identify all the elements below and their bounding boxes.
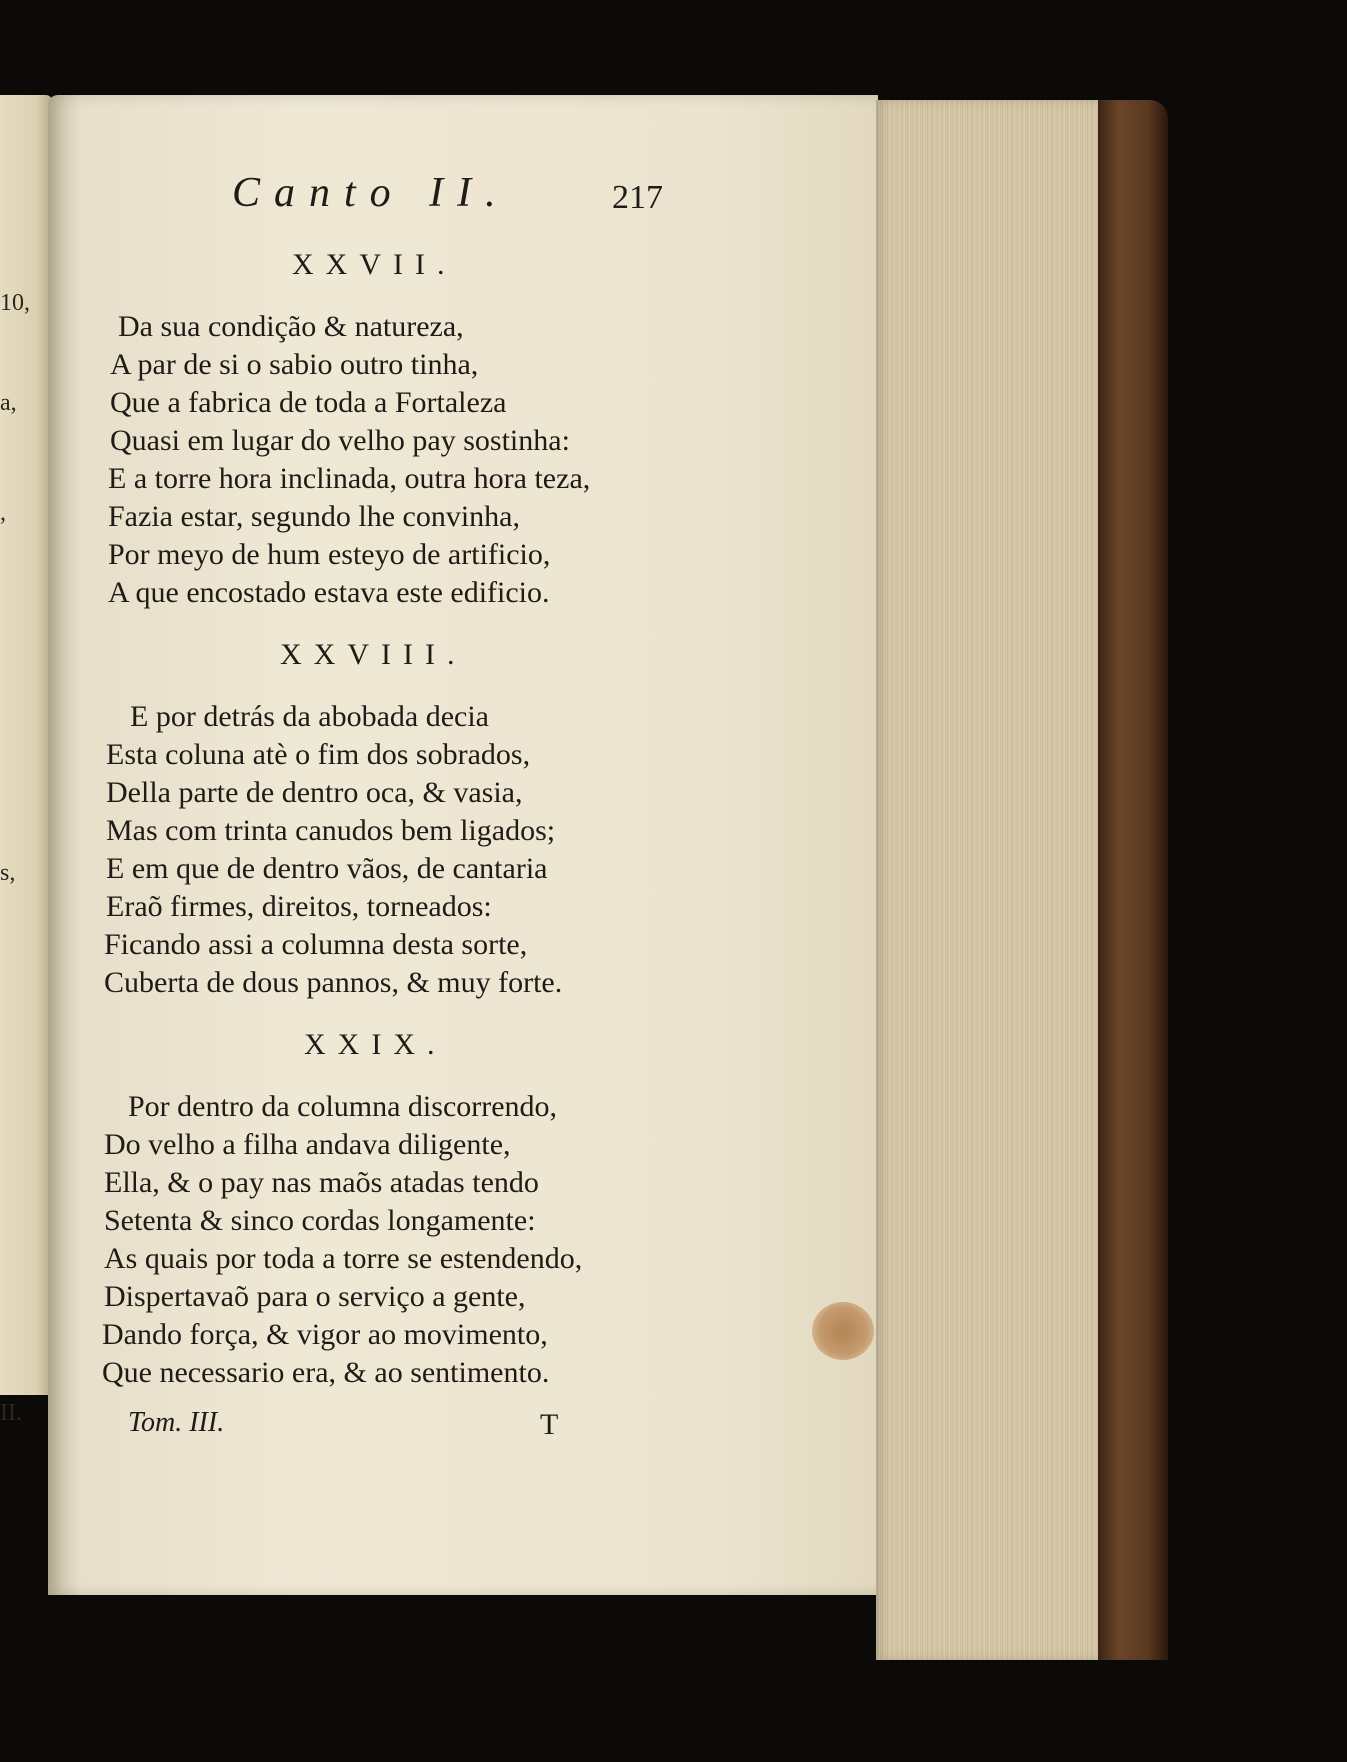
verse-line: As quais por toda a torre se estendendo, [104, 1242, 583, 1275]
verse-line: Ficando assi a columna desta sorte, [104, 928, 528, 961]
stanza-number: XXIX. [304, 1028, 447, 1061]
stanza-number: XXVII. [292, 248, 457, 281]
book-cover-edge [1098, 100, 1168, 1660]
previous-page-edge [0, 95, 52, 1426]
stanza-number: XXVIII. [280, 638, 467, 671]
verse-line: Setenta & sinco cordas longamente: [104, 1204, 536, 1237]
verse-line: Cuberta de dous pannos, & muy forte. [104, 966, 563, 999]
verse-line: Dando força, & vigor ao movimento, [102, 1318, 548, 1351]
verse-line: A par de si o sabio outro tinha, [110, 348, 479, 381]
running-head-title: Canto II. [232, 170, 510, 216]
left-page-fragment: , [0, 500, 6, 526]
verse-line: A que encostado estava este edificio. [108, 576, 550, 609]
foxing-stain [812, 1302, 874, 1360]
verse-line: Quasi em lugar do velho pay sostinha: [110, 424, 570, 457]
verse-line: Dispertavaõ para o serviço a gente, [104, 1280, 526, 1313]
verse-line: Esta coluna atè o fim dos sobrados, [106, 738, 531, 771]
verse-line: Por meyo de hum esteyo de artificio, [108, 538, 551, 571]
verse-line: Eraõ firmes, direitos, torneados: [106, 890, 492, 923]
verse-line: Por dentro da columna discorrendo, [128, 1090, 558, 1123]
left-page-fragment: II. [0, 1400, 22, 1426]
verse-line: E em que de dentro vãos, de cantaria [106, 852, 548, 885]
verse-line: Do velho a filha andava diligente, [104, 1128, 511, 1161]
page-number: 217 [612, 179, 663, 216]
verse-line: Ella, & o pay nas maõs atadas tendo [104, 1166, 539, 1199]
left-page-fragment: a, [0, 390, 17, 416]
left-page-fragment: 10, [0, 290, 30, 316]
verse-line: Que necessario era, & ao sentimento. [102, 1356, 550, 1389]
volume-footer: Tom. III. [128, 1407, 225, 1438]
verse-line: Fazia estar, segundo lhe convinha, [108, 500, 521, 533]
verse-line: Da sua condição & natureza, [118, 310, 464, 343]
verse-line: Della parte de dentro oca, & vasia, [106, 776, 523, 809]
signature-mark: T [540, 1408, 559, 1441]
verse-line: E por detrás da abobada decia [130, 700, 489, 733]
book-fore-edge [876, 100, 1101, 1660]
verse-line: Que a fabrica de toda a Fortaleza [110, 386, 507, 419]
verse-line: E a torre hora inclinada, outra hora teza, [108, 462, 591, 495]
verse-line: Mas com trinta canudos bem ligados; [106, 814, 556, 847]
left-page-fragment: s, [0, 860, 16, 886]
